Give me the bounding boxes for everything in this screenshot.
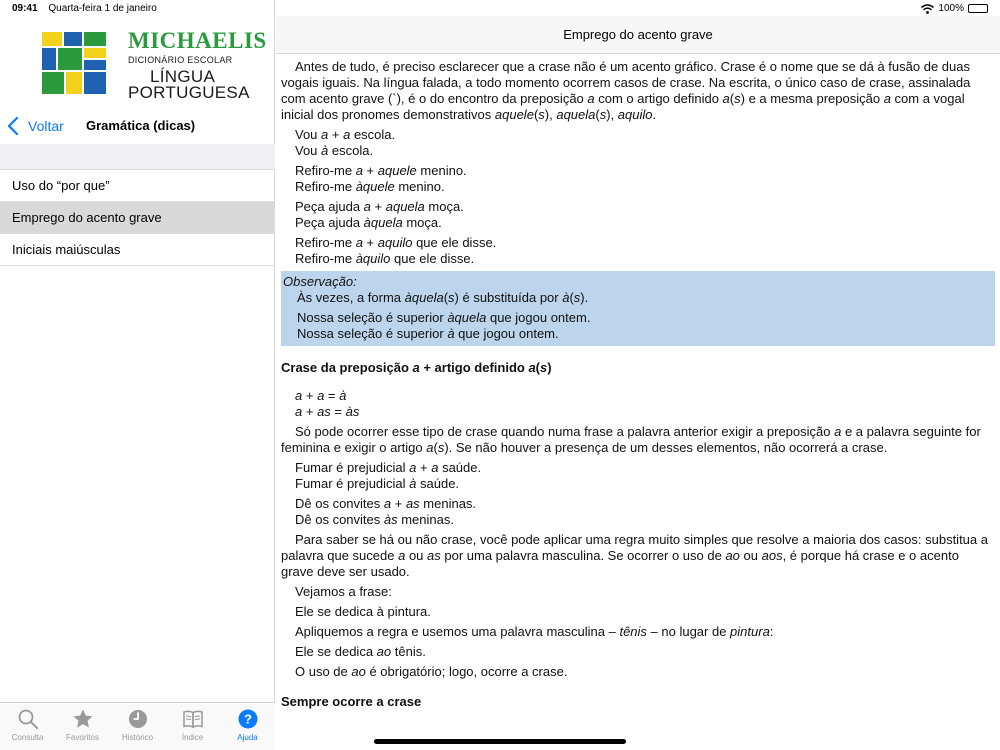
example-pair — [281, 163, 995, 195]
article-line: Apliquemos a regra e usemos uma palavra masculina – tênis – no lugar de pintura: — [295, 624, 774, 639]
logo-subtitle: DICIONÁRIO ESCOLAR — [128, 55, 233, 65]
list-header-spacer — [0, 144, 275, 170]
article-intro: Antes de tudo, é preciso esclarecer que a crase não é um acento gráfico. Crase é o nome que se dá à fusão de duas vogais iguais. Na língua falada, a todo momento ocorrem casos de crase. Na escrita, o único caso de crase, assinalada com acento grave (`), é o do encontro da preposição a com o artigo definido a(s) e a mesma preposição a com a vogal inicial dos pronomes demonstrativos aquele(s), aquela(s), aquilo. — [281, 59, 971, 122]
article-line: Ele se dedica à pintura. — [295, 604, 431, 619]
battery-icon — [968, 4, 988, 13]
note-title: Observação: — [283, 274, 357, 289]
home-indicator — [374, 739, 626, 744]
example-pair — [281, 496, 995, 528]
search-icon — [17, 708, 39, 730]
formula-line: a + a = à — [295, 388, 347, 403]
tab-ajuda[interactable] — [220, 703, 275, 750]
example-line: Refiro-me a + aquele menino. — [295, 163, 467, 178]
article-paragraph: Só pode ocorrer esse tipo de crase quando numa frase a palavra anterior exigir a preposição a e a palavra seguinte for feminina e exigir o artigo a(s). Se não houver a presença de um desses elementos, não ocorrerá a crase. — [281, 424, 981, 455]
example-line: Peça ajuda a + aquela moça. — [295, 199, 464, 214]
topic-list — [0, 170, 275, 266]
example-pair — [281, 199, 995, 231]
example-pair — [281, 127, 995, 159]
wifi-icon — [921, 4, 934, 14]
example-line: Vou à escola. — [295, 143, 374, 158]
tab-label: Consulta — [11, 733, 44, 742]
topic-item-iniciais-maiusculas[interactable]: Iniciais maiúsculas — [0, 234, 275, 266]
example-line: Dê os convites a + as meninas. — [295, 496, 477, 511]
examples-group-1 — [281, 127, 995, 267]
article-line: Ele se dedica ao tênis. — [295, 644, 426, 659]
content-pane — [276, 0, 1000, 750]
logo-brand: MICHAELIS — [128, 28, 267, 53]
topic-item-por-que[interactable]: Uso do “por que” — [0, 170, 275, 202]
book-icon — [182, 708, 204, 730]
svg-text:?: ? — [243, 711, 252, 727]
example-line: Fumar é prejudicial à saúde. — [295, 476, 460, 491]
sidebar-nav-bar — [0, 110, 275, 144]
help-icon — [237, 708, 259, 730]
section-heading-crase-preposicao: Crase da preposição a + artigo definido a(s) — [281, 360, 552, 375]
article-body — [281, 59, 995, 722]
example-line: Fumar é prejudicial a + a saúde. — [295, 460, 482, 475]
tab-bar — [0, 702, 275, 750]
app-logo — [42, 28, 267, 102]
tab-label: Favoritos — [66, 733, 99, 742]
example-line: Vou a + a escola. — [295, 127, 396, 142]
sidebar — [0, 0, 275, 750]
status-time: 09:41 — [12, 3, 38, 14]
logo-line-1: LÍNGUA — [150, 67, 216, 86]
tab-label: Ajuda — [237, 733, 258, 742]
article-title: Emprego do acento grave — [276, 16, 1000, 54]
tab-indice[interactable] — [165, 703, 220, 750]
logo-mosaic-icon — [42, 32, 106, 94]
status-date: Quarta-feira 1 de janeiro — [48, 3, 157, 14]
clock-icon — [127, 708, 149, 730]
status-bar-left — [12, 3, 157, 14]
tab-label: Histórico — [121, 733, 154, 742]
back-button-label: Voltar — [28, 118, 64, 134]
tab-consulta[interactable] — [0, 703, 55, 750]
tab-label: Índice — [181, 733, 204, 742]
example-line: Dê os convites às meninas. — [295, 512, 454, 527]
article-line: O uso de ao é obrigatório; logo, ocorre a crase. — [295, 664, 568, 679]
logo-line-2: PORTUGUESA — [128, 83, 250, 102]
article-paragraph: Para saber se há ou não crase, você pode aplicar uma regra muito simples que resolve a maioria dos casos: substitua a palavra que sucede a ou as por uma palavra masculina. Se ocorrer o uso de ao ou aos, é porque há crase e o acento grave deve ser usado. — [281, 532, 988, 579]
example-pair — [281, 460, 995, 492]
example-pair — [281, 235, 995, 267]
tab-favoritos[interactable] — [55, 703, 110, 750]
status-bar-right — [921, 3, 988, 14]
formula-line: a + as = às — [295, 404, 360, 419]
article-line: Vejamos a frase: — [295, 584, 392, 599]
chevron-left-icon — [6, 116, 22, 136]
example-line: Refiro-me àquele menino. — [295, 179, 445, 194]
example-line: Refiro-me a + aquilo que ele disse. — [295, 235, 497, 250]
note-line: Às vezes, a forma àquela(s) é substituída por à(s). — [297, 290, 589, 305]
observation-note — [281, 271, 995, 346]
topic-item-acento-grave[interactable]: Emprego do acento grave — [0, 202, 275, 234]
example-line: Refiro-me àquilo que ele disse. — [295, 251, 475, 266]
battery-percent: 100% — [938, 3, 964, 14]
note-line: Nossa seleção é superior à que jogou ontem. — [297, 326, 559, 341]
back-button[interactable] — [6, 116, 64, 136]
tab-historico[interactable] — [110, 703, 165, 750]
example-line: Peça ajuda àquela moça. — [295, 215, 442, 230]
note-line: Nossa seleção é superior àquela que jogou ontem. — [297, 310, 591, 325]
star-icon — [72, 708, 94, 730]
sidebar-title: Gramática (dicas) — [86, 118, 196, 133]
section-heading-sempre-ocorre: Sempre ocorre a crase — [281, 694, 422, 709]
formula-block — [281, 388, 995, 420]
